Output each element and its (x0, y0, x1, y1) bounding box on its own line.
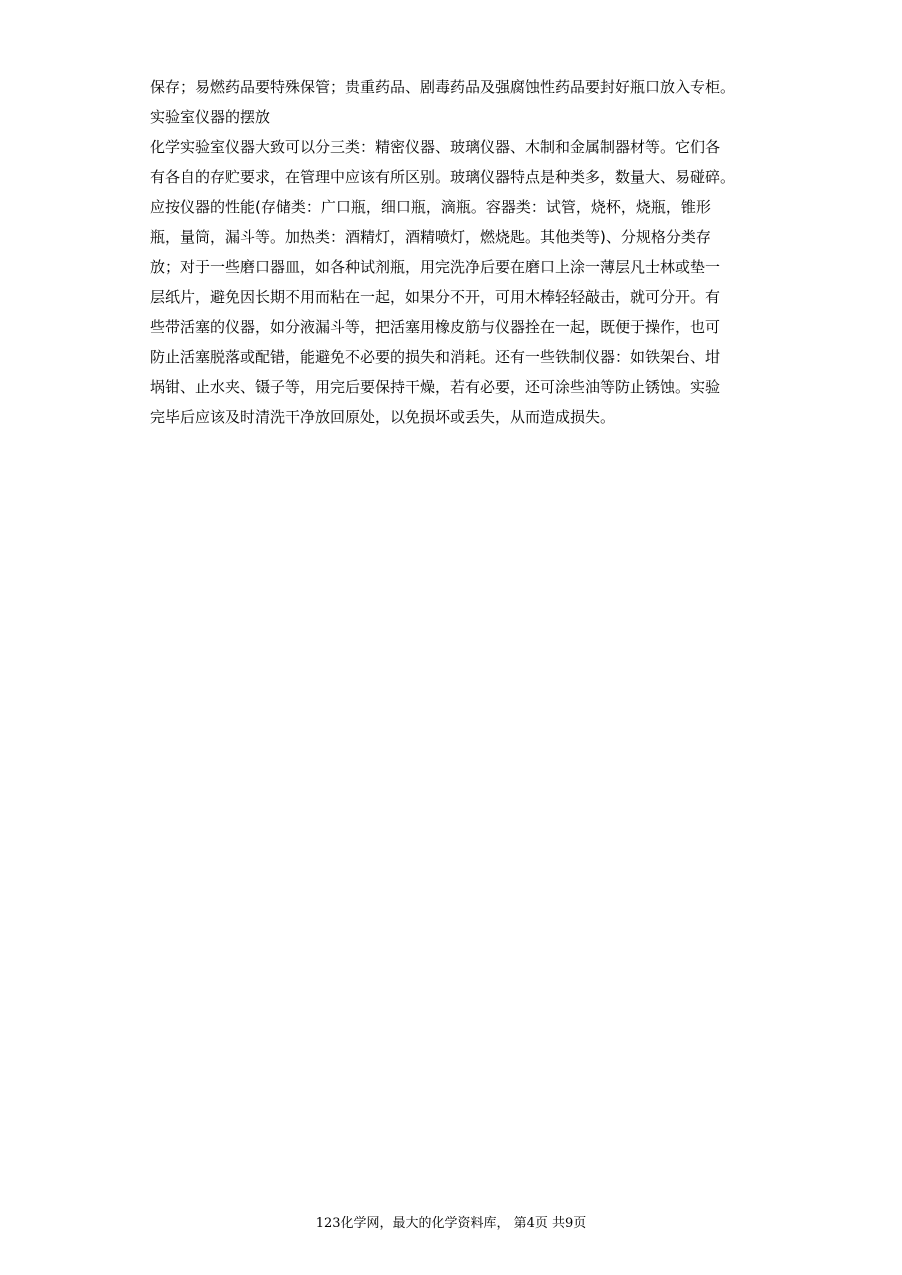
text-line: 埚钳、止水夹、镊子等，用完后要保持干燥，若有必要，还可涂些油等防止锈蚀。实验 (150, 378, 721, 396)
text-line: 保存；易燃药品要特殊保管；贵重药品、剧毒药品及强腐蚀性药品要封好瓶口放入专柜。 (150, 78, 736, 96)
text-line: 些带活塞的仪器，如分液漏斗等，把活塞用橡皮筋与仪器拴在一起，既便于操作，也可 (150, 318, 721, 336)
text-line: 完毕后应该及时清洗干净放回原处，以免损坏或丢失，从而造成损失。 (150, 408, 616, 426)
text-line: 化学实验室仪器大致可以分三类：精密仪器、玻璃仪器、木制和金属制器材等。它们各 (150, 138, 721, 156)
text-line: 有各自的存贮要求，在管理中应该有所区别。玻璃仪器特点是种类多，数量大、易碰碎。 (150, 168, 736, 186)
text-line: 应按仪器的性能(存储类：广口瓶，细口瓶，滴瓶。容器类：试管，烧杯，烧瓶，锥形 (150, 198, 711, 216)
text-line: 瓶，量筒，漏斗等。加热类：酒精灯，酒精喷灯，燃烧匙。其他类等)、分规格分类存 (150, 228, 711, 246)
text-line: 层纸片，避免因长期不用而粘在一起，如果分不开，可用木棒轻轻敲击，就可分开。有 (150, 288, 721, 306)
section-heading: 实验室仪器的摆放 (150, 108, 271, 126)
document-body (150, 72, 755, 432)
text-line: 放；对于一些磨口器皿，如各种试剂瓶，用完洗净后要在磨口上涂一薄层凡士林或垫一 (150, 258, 721, 276)
page-footer: 123化学网，最大的化学资料库， 第4页 共9页 (315, 1216, 587, 1231)
text-line: 防止活塞脱落或配错，能避免不必要的损失和消耗。还有一些铁制仪器：如铁架台、坩 (150, 348, 721, 366)
